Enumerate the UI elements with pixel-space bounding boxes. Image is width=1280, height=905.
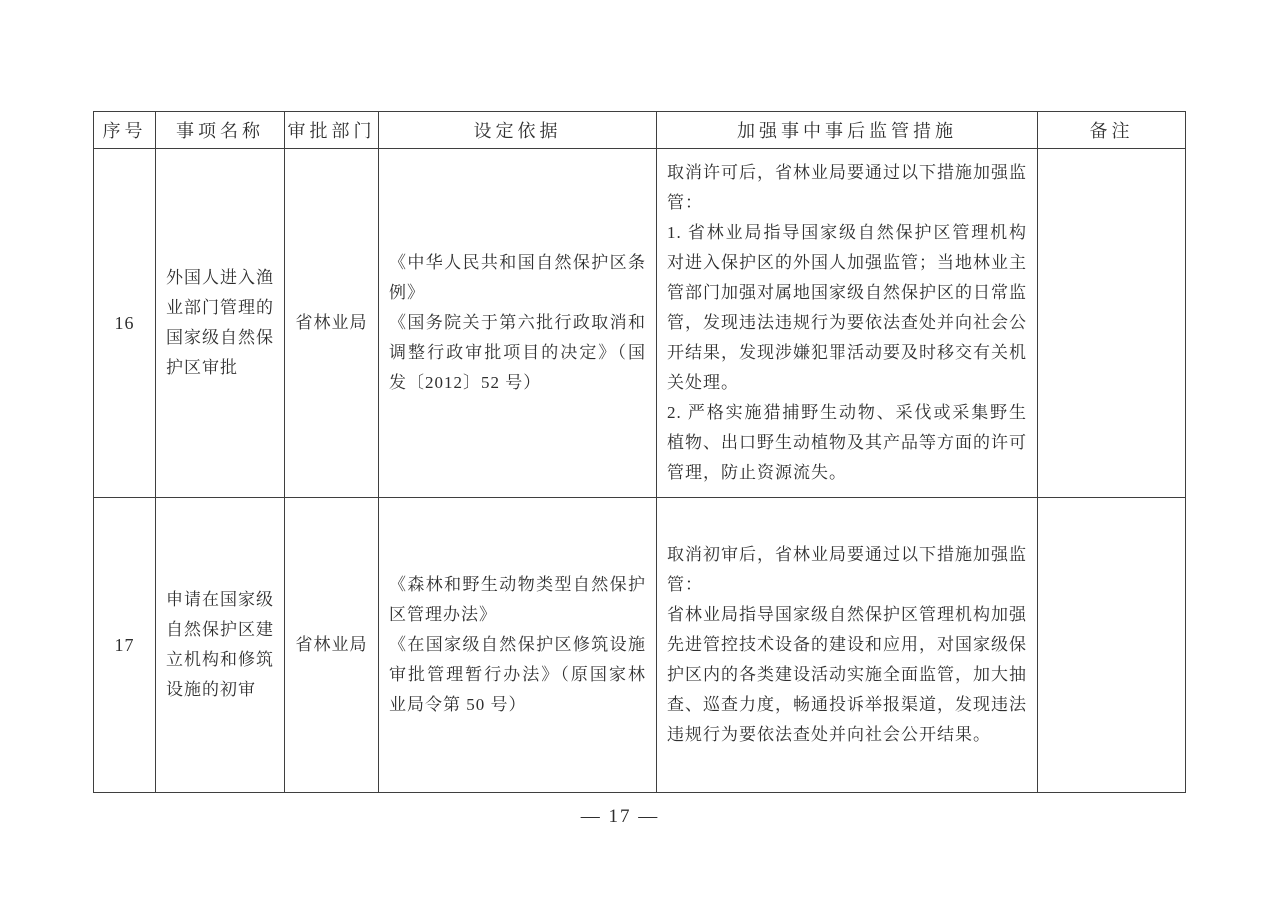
- measure-paragraph: 省林业局指导国家级自然保护区管理机构加强先进管控技术设备的建设和应用，对国家级保护区内的各类建设活动实施全面监管，加大抽查、巡查力度，畅通投诉举报渠道，发现违法违规行为要依法查处并向社会公开结果。: [667, 605, 1027, 744]
- header-serial-number: 序号: [94, 112, 156, 149]
- cell-item-name: 外国人进入渔业部门管理的国家级自然保护区审批: [156, 149, 285, 498]
- cell-legal-basis: [379, 498, 657, 793]
- cell-approval-department: 省林业局: [285, 498, 379, 793]
- legal-basis-paragraph: 《森林和野生动物类型自然保护区管理办法》: [389, 575, 646, 624]
- table-header-row: [94, 112, 1186, 149]
- supervision-measures-table: [93, 111, 1186, 793]
- cell-remarks: [1038, 149, 1186, 498]
- header-supervision-measures: 加强事中事后监管措施: [657, 112, 1038, 149]
- legal-basis-paragraph: 《国务院关于第六批行政取消和调整行政审批项目的决定》（国发〔2012〕52 号）: [389, 313, 646, 392]
- cell-remarks: [1038, 498, 1186, 793]
- table-row-17: [94, 498, 1186, 793]
- header-item-name: 事项名称: [156, 112, 285, 149]
- header-remarks: 备注: [1038, 112, 1186, 149]
- measure-paragraph: 取消初审后，省林业局要通过以下措施加强监管：: [667, 545, 1027, 594]
- table-row-16: [94, 149, 1186, 498]
- measure-paragraph: 2. 严格实施猎捕野生动物、采伐或采集野生植物、出口野生动植物及其产品等方面的许可管理，防止资源流失。: [667, 403, 1027, 482]
- legal-basis-paragraph: 《中华人民共和国自然保护区条例》: [389, 253, 646, 302]
- cell-supervision-measures: [657, 498, 1038, 793]
- cell-serial-number: 17: [94, 498, 156, 793]
- cell-serial-number: 16: [94, 149, 156, 498]
- legal-basis-paragraph: 《在国家级自然保护区修筑设施审批管理暂行办法》（原国家林业局令第 50 号）: [389, 635, 646, 714]
- page-number: — 17 —: [580, 806, 660, 827]
- cell-item-name: 申请在国家级自然保护区建立机构和修筑设施的初审: [156, 498, 285, 793]
- measure-paragraph: 取消许可后，省林业局要通过以下措施加强监管：: [667, 163, 1027, 212]
- measure-paragraph: 1. 省林业局指导国家级自然保护区管理机构对进入保护区的外国人加强监管；当地林业主管部门加强对属地国家级自然保护区的日常监管，发现违法违规行为要依法查处并向社会公开结果，发现涉嫌犯罪活动要及时移交有关机关处理。: [667, 223, 1027, 392]
- cell-supervision-measures: [657, 149, 1038, 498]
- header-legal-basis: 设定依据: [379, 112, 657, 149]
- cell-legal-basis: [379, 149, 657, 498]
- header-approval-department: 审批部门: [285, 112, 379, 149]
- cell-approval-department: 省林业局: [285, 149, 379, 498]
